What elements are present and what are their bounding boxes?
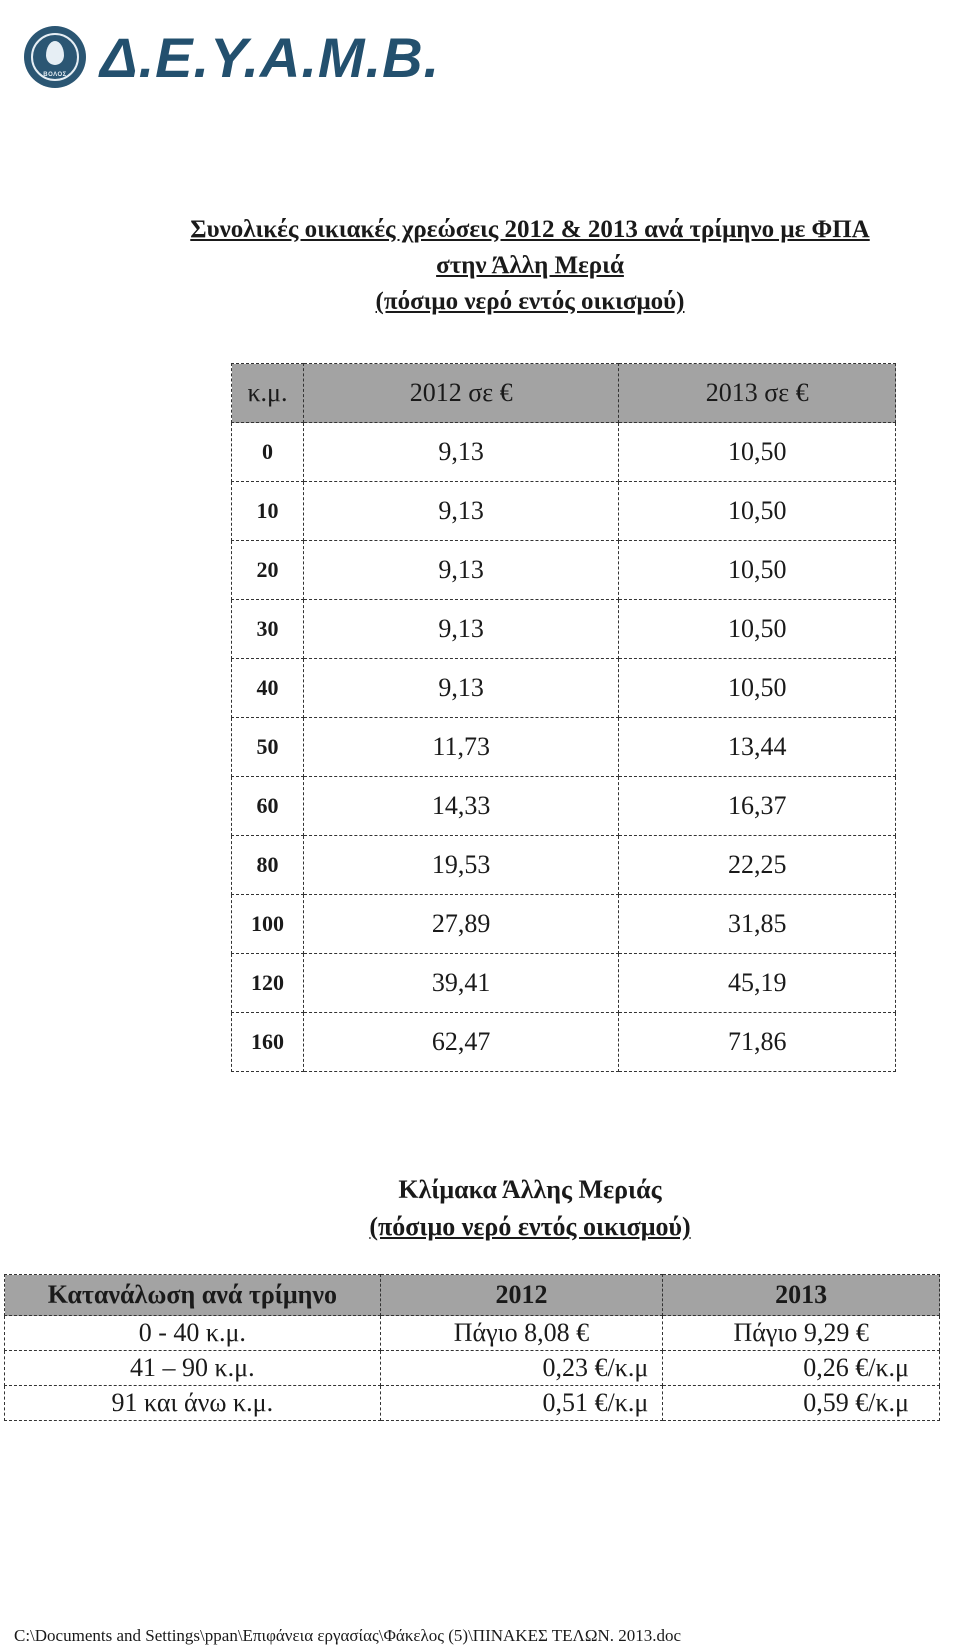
charges-cell-2013: 10,50: [619, 659, 896, 718]
header-scale-2013: 2013: [663, 1275, 940, 1316]
charges-cell-2012: 9,13: [303, 600, 618, 659]
charges-row: [232, 777, 896, 836]
charges-row: [232, 718, 896, 777]
charges-cell-2012: 11,73: [303, 718, 618, 777]
charges-row: [232, 659, 896, 718]
charges-cell-cubic-meters: 50: [232, 718, 304, 777]
scale-row: [5, 1316, 940, 1351]
charges-row: [232, 541, 896, 600]
header-2013: 2013 σε €: [619, 364, 896, 423]
charges-row: [232, 1013, 896, 1072]
charges-cell-2013: 71,86: [619, 1013, 896, 1072]
logo-seal-icon: [24, 26, 86, 88]
charges-cell-cubic-meters: 20: [232, 541, 304, 600]
charges-cell-2013: 10,50: [619, 541, 896, 600]
charges-cell-2013: 10,50: [619, 423, 896, 482]
scale-cell-consumption: 41 – 90 κ.μ.: [5, 1351, 381, 1386]
logo-name: Δ.Ε.Υ.Α.Μ.Β.: [100, 25, 441, 89]
charges-cell-2012: 9,13: [303, 482, 618, 541]
charges-cell-2012: 19,53: [303, 836, 618, 895]
charges-cell-2012: 14,33: [303, 777, 618, 836]
charges-cell-cubic-meters: 100: [232, 895, 304, 954]
charges-cell-2013: 45,19: [619, 954, 896, 1013]
charges-cell-cubic-meters: 40: [232, 659, 304, 718]
scale-cell-2013: 0,26 €/κ.μ: [663, 1351, 940, 1386]
scale-cell-consumption: 0 - 40 κ.μ.: [5, 1316, 381, 1351]
scale-table: [4, 1274, 940, 1421]
charges-row: [232, 836, 896, 895]
scale-cell-2012: 0,51 €/κ.μ: [380, 1386, 663, 1421]
file-path-footer: C:\Documents and Settings\ppan\Επιφάνεια εργασίας\Φάκελος (5)\ΠΙΝΑΚΕΣ ΤΕΛΩΝ. 2013.doc: [14, 1626, 682, 1645]
company-logo: [24, 22, 440, 92]
charges-cell-2013: 22,25: [619, 836, 896, 895]
charges-cell-2013: 16,37: [619, 777, 896, 836]
charges-row: [232, 895, 896, 954]
header-scale-2012: 2012: [380, 1275, 663, 1316]
document-title-line-3: (πόσιμο νερό εντός οικισμού): [375, 288, 685, 315]
scale-cell-2012: 0,23 €/κ.μ: [380, 1351, 663, 1386]
document-title-line-2: στην Άλλη Μεριά: [436, 252, 624, 279]
charges-cell-cubic-meters: 60: [232, 777, 304, 836]
charges-cell-2013: 31,85: [619, 895, 896, 954]
charges-cell-2013: 10,50: [619, 600, 896, 659]
scale-row: [5, 1386, 940, 1421]
charges-cell-2012: 27,89: [303, 895, 618, 954]
charges-row: [232, 954, 896, 1013]
charges-cell-2012: 9,13: [303, 423, 618, 482]
charges-cell-2012: 39,41: [303, 954, 618, 1013]
charges-cell-cubic-meters: 30: [232, 600, 304, 659]
logo-seal-text: ΒΟΛΟΣ: [43, 72, 67, 78]
charges-cell-cubic-meters: 0: [232, 423, 304, 482]
scale-cell-2013: Πάγιο 9,29 €: [663, 1316, 940, 1351]
water-drop-icon: [46, 41, 64, 65]
charges-table-header: [232, 364, 896, 423]
charges-cell-2013: 10,50: [619, 482, 896, 541]
charges-row: [232, 482, 896, 541]
scale-cell-consumption: 91 και άνω κ.μ.: [5, 1386, 381, 1421]
header-cubic-meters: κ.μ.: [232, 364, 304, 423]
charges-table: [231, 363, 896, 1072]
charges-cell-2012: 9,13: [303, 541, 618, 600]
charges-cell-2013: 13,44: [619, 718, 896, 777]
charges-cell-2012: 62,47: [303, 1013, 618, 1072]
scale-cell-2013: 0,59 €/κ.μ: [663, 1386, 940, 1421]
charges-cell-cubic-meters: 160: [232, 1013, 304, 1072]
header-consumption: Κατανάλωση ανά τρίμηνο: [5, 1275, 381, 1316]
document-title-line-1: Συνολικές οικιακές χρεώσεις 2012 & 2013 ανά τρίμηνο με ΦΠΑ: [190, 216, 870, 243]
scale-subtitle: (πόσιμο νερό εντός οικισμού): [369, 1212, 691, 1241]
header-2012: 2012 σε €: [303, 364, 618, 423]
scale-title: Κλίμακα Άλλης Μεριάς: [398, 1175, 662, 1204]
charges-row: [232, 600, 896, 659]
charges-cell-cubic-meters: 120: [232, 954, 304, 1013]
scale-cell-2012: Πάγιο 8,08 €: [380, 1316, 663, 1351]
charges-cell-cubic-meters: 10: [232, 482, 304, 541]
scale-table-header: [5, 1275, 940, 1316]
charges-cell-2012: 9,13: [303, 659, 618, 718]
charges-cell-cubic-meters: 80: [232, 836, 304, 895]
charges-row: [232, 423, 896, 482]
scale-row: [5, 1351, 940, 1386]
